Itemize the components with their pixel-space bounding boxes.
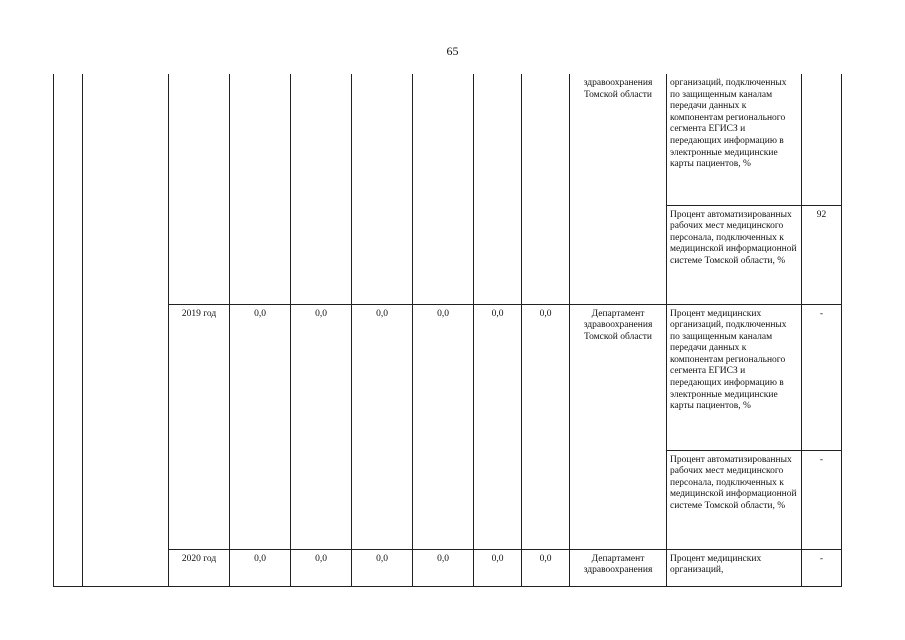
- year-cell: [169, 74, 230, 304]
- value-cell: [474, 74, 522, 304]
- value-cell: 0,0: [413, 549, 474, 586]
- indicator-cell: Процент автоматизированных рабочих мест медицинского персонала, подключенных к медицинской информационной системе Томской области, %: [667, 205, 802, 304]
- value-cell: [352, 74, 413, 304]
- name-cell: [83, 74, 169, 586]
- value-cell: 0,0: [352, 304, 413, 549]
- year-cell: 2020 год: [169, 549, 230, 586]
- indicator-cell: Процент медицинских организаций, подключенных по защищенным каналам передачи данных к компонентам регионального сегмента ЕГИСЗ и передающих информацию в электронные медицинские карты пациентов, %: [667, 304, 802, 450]
- page-number: 65: [446, 44, 459, 58]
- table-row: [54, 304, 842, 450]
- program-table: [53, 74, 842, 587]
- value-cell: [522, 74, 570, 304]
- indicator-cell: организаций, подключенных по защищенным каналам передачи данных к компонентам регионального сегмента ЕГИСЗ и передающих информацию в электронные медицинские карты пациентов, %: [667, 74, 802, 205]
- indicator-value-cell: -: [802, 549, 842, 586]
- indicator-value-cell: -: [802, 450, 842, 549]
- table-row: [54, 549, 842, 586]
- value-cell: 0,0: [230, 549, 291, 586]
- value-cell: 0,0: [522, 304, 570, 549]
- value-cell: [413, 74, 474, 304]
- responsible-cell: здравоохранения Томской области: [570, 74, 667, 304]
- value-cell: 0,0: [291, 304, 352, 549]
- responsible-cell: Департамент здравоохранения: [570, 549, 667, 586]
- indicator-value-cell: -: [802, 304, 842, 450]
- responsible-cell: Департамент здравоохранения Томской области: [570, 304, 667, 549]
- table-row: [54, 74, 842, 205]
- value-cell: 0,0: [522, 549, 570, 586]
- year-cell: 2019 год: [169, 304, 230, 549]
- indicator-cell: Процент медицинских организаций,: [667, 549, 802, 586]
- value-cell: 0,0: [474, 549, 522, 586]
- value-cell: [230, 74, 291, 304]
- value-cell: 0,0: [474, 304, 522, 549]
- indicator-value-cell: [802, 74, 842, 205]
- value-cell: [291, 74, 352, 304]
- value-cell: 0,0: [230, 304, 291, 549]
- value-cell: 0,0: [352, 549, 413, 586]
- value-cell: 0,0: [413, 304, 474, 549]
- indicator-value-cell: 92: [802, 205, 842, 304]
- indicator-cell: Процент автоматизированных рабочих мест медицинского персонала, подключенных к медицинской информационной системе Томской области, %: [667, 450, 802, 549]
- value-cell: 0,0: [291, 549, 352, 586]
- number-cell: [54, 74, 83, 586]
